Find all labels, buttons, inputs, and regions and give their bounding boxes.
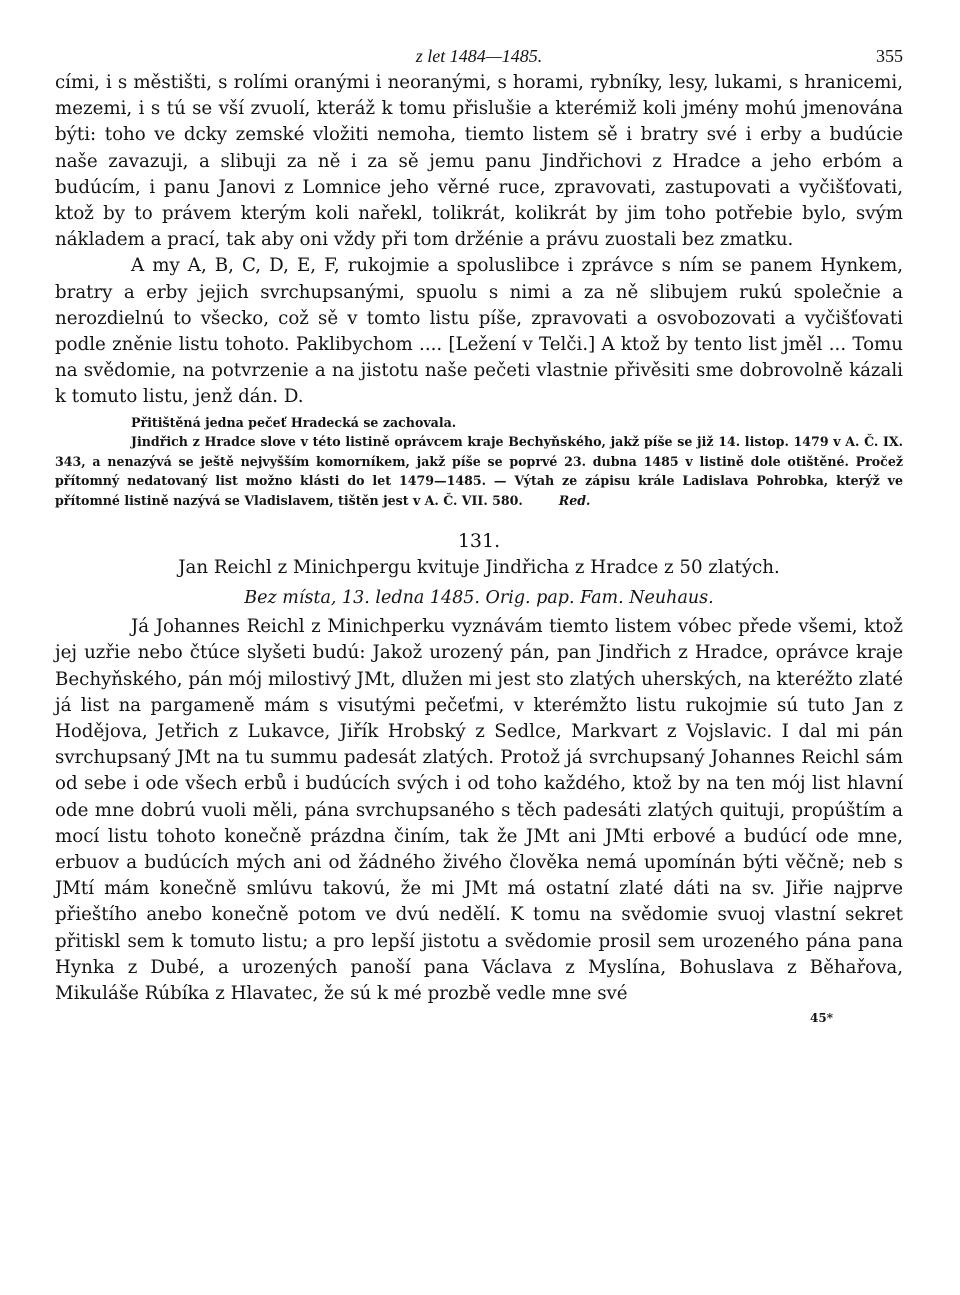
document-number: 131. [457, 530, 501, 553]
paragraph: Já Johannes Reichl z Minichperku vyznávám tiemto listem vóbec přede všemi, ktož jej uzřie nebo čtúce slyšeti budú: Jakož urozený pán, pan Jindřich z Hradce, oprávce kraje Bechyňského, pán mój milostivý JMt, dlužen mi jest sto zlatých uherských, na kteréžto zlaté já list na pargameně mám s visutými pečeťmi, v kterémžto listu rukojmie sú tuto Jan z Hodějova, Jetřich z Lukavce, Jiřík Hrobský z Sedlce, Markvart z Vojslavic. I dal mi pán svrchupsaný JMt na tu summu padesát zlatých. Protož já svrchupsaný Johannes Reichl sám od sebe i ode všech erbů i budúcích svých i od toho každého, ktož by na ten mój list hlavní ode mne dobrú vuoli měli, pána svrchupsaného s těch padesáti zlatých quituji, propúštím a mocí listu tohoto konečně prázdna činím, tak že JMt ani JMti erbové a budúcí ode mne, erbuov a budúcích mých ani od žádného živého člověka nemá upomínán býti věčně; neb s JMtí mám konečně smlúvu takovú, že mi JMt má ostatní zlaté dáti na sv. Jiřie najprve přieštího anebo konečně potom ve dvú nedělí. K tomu na svědomie svuoj vlastní sekret přitiskl sem k tomuto listu; a pro lepší jistotu a svědomie prosil sem urozeného pána pana Hynka z Dubé, a urozených panoší pana Václava z Myslína, Bohuslava z Běhařova, Mikuláše Rúbíka z Hlavatec, že sú k mé prozbě vedle mne své [55, 616, 903, 1004]
page-number: 355 [876, 46, 903, 66]
paragraph: A my A, B, C, D, E, F, rukojmie a spoluslibce i zprávce s ním se panem Hynkem, bratry a erby jejich svrchupsanými, spuolu s nimi a za ně slibujem rukú společnie a nerozdielnú to všecko, což sě v tomto listu píše, zpravovati a osvobozovati a vyčišťovati podle zněnie listu tohoto. Paklibychom .... [Ležení v Telči.] A ktož by tento list jměl ... Tomu na svědomie, na potvrzenie a na jistotu naše pečeti vlastnie přivěsiti sme dobrovolně kázali k tomuto listu, jenž dán. D. [55, 255, 903, 408]
note-editorial-text: Jindřich z Hradce slove v této listině oprávcem kraje Bechyňského, jakž píše se již 14. listop. 1479 v A. Č. IX. 343, a nenazývá se ještě nejvyšším komorníkem, jakž píše se poprvé 23. dubna 1485 v listině dole otištěné. Pročež přítomný nedatovaný list možno klásti do let 1479—1485. — Výtah ze zápisu krále Ladislava Pohrobka, kterýž ve přítomné listině nazývá se Vladislavem, tištěn jest v A. Č. VII. 580. [55, 434, 903, 508]
note-seal: Přitištěná jedna pečeť Hradecká se zachovala. [131, 414, 457, 430]
signature-mark: 45* [810, 1011, 833, 1026]
footnotes [55, 413, 903, 511]
page-header [55, 40, 903, 70]
document-source: Bez místa, 13. ledna 1485. Orig. pap. Fam. Neuhaus. [244, 588, 714, 609]
document-130-text [55, 70, 903, 411]
document-131-text [55, 614, 903, 1007]
document-title: Jan Reichl z Minichpergu kvituje Jindřicha z Hradce z 50 zlatých. [178, 557, 780, 579]
paragraph: cími, i s městišti, s rolími oranými i neoranými, s horami, rybníky, lesy, lukami, s hranicemi, mezemi, i s tú se vší zvuolí, kteráž k tomu přislušie a kterémiž koli jmény mohú jmenována býti: toho ve dcky zemské vložiti nemoha, tiemto listem sě i bratry své i erby a budúcie naše zavazuji, a slibuji za ně i za sě jemu panu Jindřichovi z Hradce a jeho erbóm a budúcím, i panu Janovi z Lomnice jeho věrné ruce, zpravovati, zastupovati a vyčišťovati, ktož by to právem kterým koli nařekl, tolikrát, kolikrát by jim toho potřebie bylo, svým nákladem a prací, tak aby oni vždy při tom držénie a právu zuostali bez zmatku. [55, 72, 903, 251]
note-editor-mark: Red. [558, 492, 591, 508]
running-head: z let 1484—1485. [415, 46, 543, 66]
page [55, 40, 903, 1025]
note-editorial [55, 432, 903, 510]
